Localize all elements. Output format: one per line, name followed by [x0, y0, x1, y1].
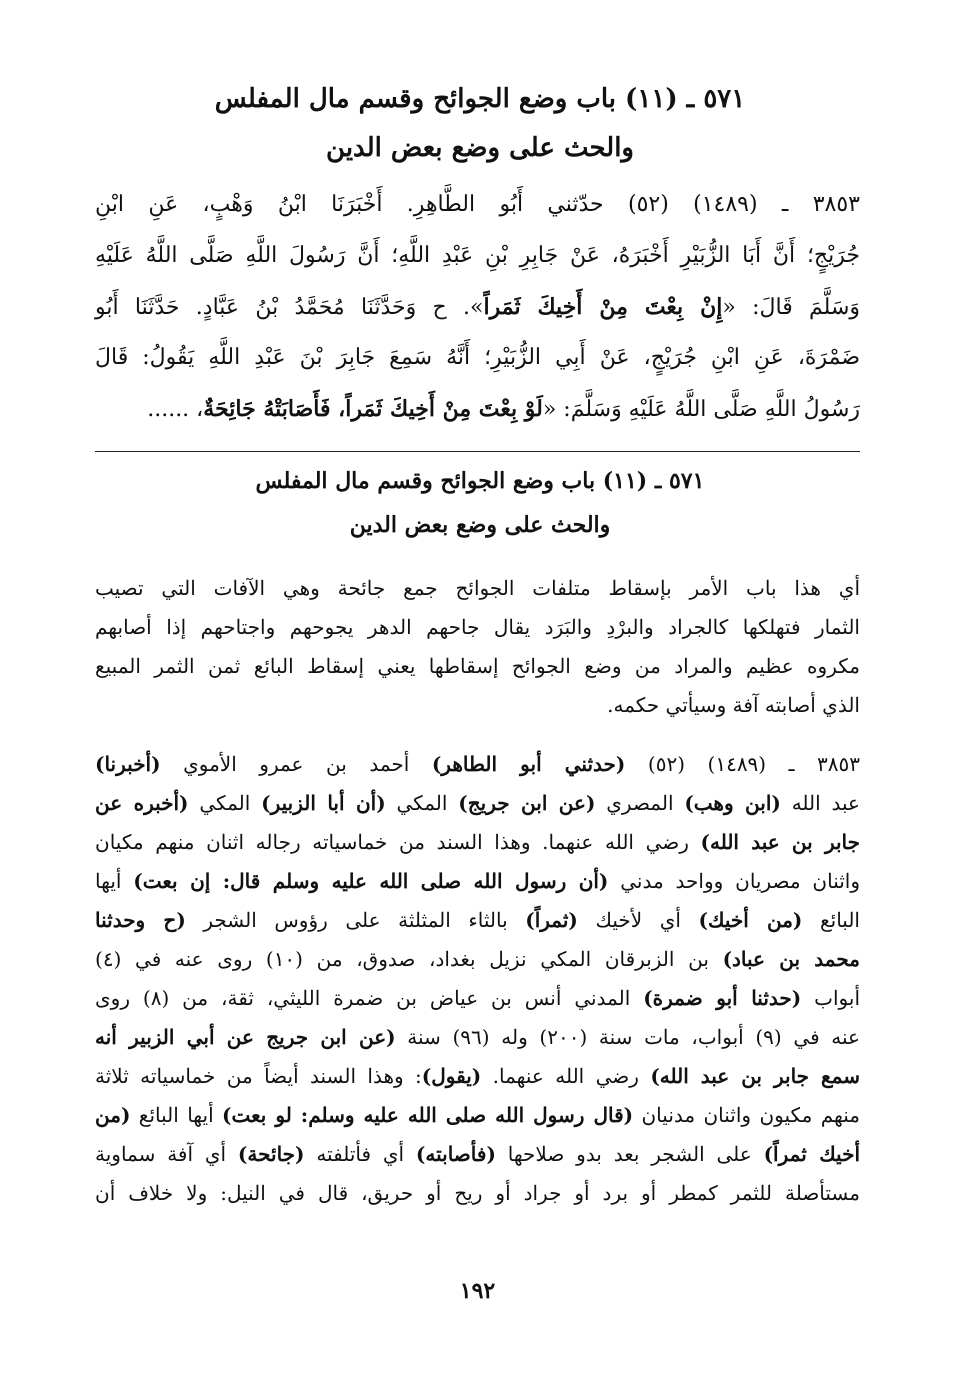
hadith-line: [95, 294, 860, 320]
commentary-text: : وهذا السند أيضاً من خماسياته ثلاثة: [95, 1064, 422, 1088]
hadith-text: جُرَيْجٍ؛ أَنَّ أَبَا الزُّبَيْرِ أَخْبَرَهُ، عَنْ جَابِرِ بْنِ عَبْدِ اللَّهِ؛ أَنَّ رَسُولَ اللَّهِ صَلَّى اللَّهُ عَلَيْهِ: [95, 243, 860, 268]
commentary-line: [95, 1181, 860, 1205]
commentary-quote: (عن ابن جريج عن أبي الزبير أنه: [95, 1025, 396, 1049]
section-divider: [95, 451, 860, 452]
commentary-line: [95, 908, 860, 932]
commentary-title-line-2: والحث على وضع بعض الدين: [349, 512, 611, 538]
commentary-text: واثنان مصريان وواحد مدني: [608, 869, 861, 893]
commentary-quote: (ثمراً): [525, 908, 578, 932]
commentary-line: [95, 1103, 860, 1127]
page-number: ١٩٢: [459, 1278, 496, 1304]
commentary-quote: (من أخيك): [698, 908, 803, 932]
hadith-line: [95, 243, 860, 268]
commentary-line: [95, 1142, 860, 1166]
commentary-text: المصري: [595, 791, 685, 815]
commentary-text: عنه في (٩) أبواب، مات سنة (٢٠٠) وله (٩٦) سنة: [395, 1025, 860, 1049]
commentary-line: [95, 830, 860, 854]
commentary-quote: (ح وحدثنا: [95, 908, 186, 932]
commentary-quote: (أخبرنا): [95, 752, 161, 776]
commentary-title-line-1: ٥٧١ ـ (١١) باب وضع الجوائح وقسم مال المفلس: [255, 468, 705, 494]
commentary-text: رضي الله عنهما. وهذا السند من خماسياته رجاله اثنان منهم مكيان: [95, 830, 701, 854]
hadith-text: ، ......: [147, 397, 204, 422]
commentary-quote: (أخبره عن: [95, 791, 189, 815]
commentary-text: المدني أنس بن عياض بن ضمرة الليثي، ثقة، من (٨) روى: [95, 986, 644, 1010]
commentary-text: أيها البائع: [130, 1103, 223, 1127]
commentary-text: المكي: [385, 791, 459, 815]
commentary-text: أي لأخيك: [577, 908, 699, 932]
hadith-text: رَسُولُ اللَّهِ صَلَّى اللَّهُ عَلَيْهِ وَسَلَّمَ: «: [542, 397, 860, 422]
commentary-line: [95, 1025, 860, 1049]
hadith-line: [95, 345, 860, 370]
hadith-line: [95, 396, 860, 422]
commentary-quote: جابر بن عبد الله): [700, 830, 860, 854]
commentary-text: ٣٨٥٣ ـ (١٤٨٩) (٥٢): [625, 752, 860, 776]
commentary-quote: أخيك ثمراً): [763, 1142, 861, 1166]
commentary-text: أبواب: [801, 986, 861, 1010]
commentary-text: منهم مكيون واثنان مدنيان: [633, 1103, 860, 1127]
commentary-quote: (قال رسول الله صلى الله عليه وسلم: لو بعت): [222, 1103, 634, 1127]
commentary-quote: (حدثنا أبو ضمرة): [643, 986, 802, 1010]
commentary-line: [95, 947, 860, 971]
chapter-title-line-2: والحث على وضع بعض الدين: [326, 133, 634, 163]
commentary-quote: محمد بن عباد): [722, 947, 860, 971]
commentary-text: بالثاء المثلثة على رؤوس الشجر: [185, 908, 526, 932]
commentary-text: أي آفة سماوية: [95, 1142, 238, 1166]
commentary-text: أحمد بن عمرو الأموي: [160, 752, 432, 776]
chapter-title-line-1: ٥٧١ ـ (١١) باب وضع الجوائح وقسم مال المفلس: [214, 84, 746, 114]
hadith-text: ٣٨٥٣ ـ (١٤٨٩) (٥٢) حدّثني أَبُو الطَّاهِرِ. أَخْبَرَنَا ابْنُ وَهْبٍ، عَنِ ابْنِ: [95, 192, 860, 217]
commentary-text: مستأصلة للثمر كمطر أو برد أو جراد أو ريح أو حريق، قال في النيل: ولا خلاف أن: [95, 1181, 860, 1205]
commentary-line: [95, 791, 860, 815]
hadith-text: ضَمْرَةَ، عَنِ ابْنِ جُرَيْجٍ، عَنْ أَبِي الزُّبَيْرِ؛ أَنَّهُ سَمِعَ جَابِرَ بْنَ عَبْدِ اللَّهِ يَقُولُ: قَالَ: [95, 345, 860, 370]
commentary-quote: (ابن وهب): [684, 791, 781, 815]
commentary-text: المكي: [188, 791, 262, 815]
commentary-quote: (أن أبا الزبير): [261, 791, 386, 815]
commentary-quote: (من: [95, 1103, 131, 1127]
commentary-line: [95, 752, 860, 776]
intro-line: الثمار فتهلكها كالجراد والبرْدِ والبَرَد يقال جاحهم الدهر يجوحهم واجتاحهم إذا أصابهم: [95, 615, 860, 639]
intro-line: أي هذا باب الأمر بإسقاط متلفات الجوائح جمع جائحة وهي الآفات التي تصيب: [95, 576, 860, 600]
commentary-quote: (أن رسول الله صلى الله عليه وسلم قال: إن بعت): [133, 869, 609, 893]
commentary-line: [95, 869, 860, 893]
hadith-matn: لَوْ بِعْتَ مِنْ أَخِيكَ ثَمَراً، فَأَصَابَتْهُ جَائِحَةٌ: [203, 396, 543, 422]
commentary-text: أيها: [95, 869, 134, 893]
commentary-text: رضي الله عنهما.: [481, 1064, 651, 1088]
commentary-quote: سمع جابر بن عبد الله): [650, 1064, 860, 1088]
commentary-text: البائع: [802, 908, 860, 932]
commentary-line: [95, 986, 860, 1010]
commentary-quote: (حدثني أبو الطاهر): [431, 752, 626, 776]
commentary-quote: (جائحة): [237, 1142, 305, 1166]
hadith-text: وَسَلَّمَ قَالَ: «: [722, 295, 861, 320]
commentary-quote: (يقول): [421, 1064, 482, 1088]
commentary-quote: (فأصابته): [415, 1142, 496, 1166]
hadith-matn: إِنْ بِعْتَ مِنْ أَخِيكَ ثَمَراً: [483, 294, 723, 320]
commentary-text: أي فأتلفته: [304, 1142, 416, 1166]
hadith-text: ». ح وَحَدَّثَنَا مُحَمَّدُ بْنُ عَبَّادٍ. حَدَّثَنَا أَبُو: [95, 295, 484, 320]
intro-line: الذي أصابته آفة وسيأتي حكمه.: [607, 693, 860, 717]
commentary-text: على الشجر بعد بدو صلاحها: [495, 1142, 764, 1166]
commentary-quote: (عن ابن جريج): [458, 791, 596, 815]
commentary-line: [95, 1064, 860, 1088]
commentary-text: عبد الله: [780, 791, 860, 815]
intro-line: مكروه عظيم والمراد من وضع الجوائح إسقاطها يعني إسقاط البائع ثمن الثمر المبيع: [95, 654, 860, 678]
commentary-text: بن الزبرقان المكي نزيل بغداد، صدوق، من (١٠) روى عنه في (٤): [95, 947, 723, 971]
hadith-line: [95, 192, 860, 217]
